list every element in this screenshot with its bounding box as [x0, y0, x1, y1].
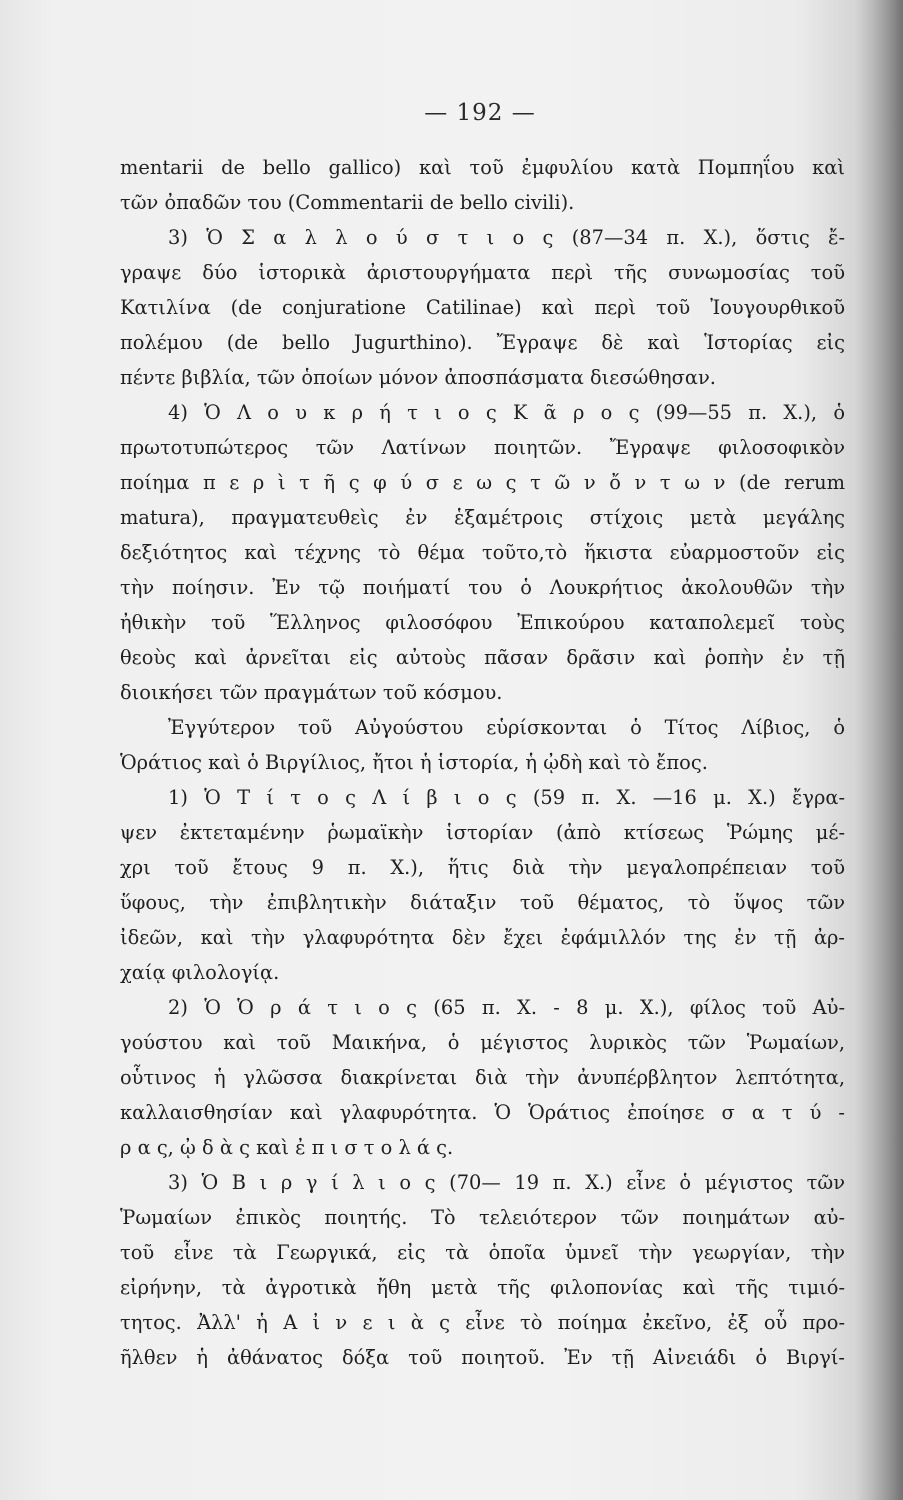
text-line: εἰρήνην, τὰ ἀγροτικὰ ἤθη μετὰ τῆς φιλοπονίας καὶ τῆς τιμιό-: [120, 1276, 845, 1299]
text-line: 3) Ὁ Σ α λ λ ο ύ σ τ ι ο ς (87—34 π. Χ.), ὅστις ἔ-: [168, 226, 845, 249]
text-line: ὕφους, τὴν ἐπιβλητικὴν διάταξιν τοῦ θέματος, τὸ ὕψος τῶν: [120, 891, 845, 914]
text-line: τητος. Ἀλλ' ἡ Α ἰ ν ε ι ὰ ς εἶνε τὸ ποίημα ἐκεῖνο, ἐξ οὗ προ-: [120, 1311, 845, 1334]
text-line: mentarii de bello gallico) καὶ τοῦ ἐμφυλίου κατὰ Πομπηΐου καὶ: [120, 156, 845, 179]
page-number: — 192 —: [424, 100, 536, 126]
text-line: καλλαισθησίαν καὶ γλαφυρότητα. Ὁ Ὁράτιος ἐποίησε σ α τ ύ -: [120, 1101, 845, 1124]
text-line: οὗτινος ἡ γλῶσσα διακρίνεται διὰ τὴν ἀνυπέρβλητον λεπτότητα,: [120, 1066, 845, 1089]
text-line: γούστου καὶ τοῦ Μαικήνα, ὁ μέγιστος λυρικὸς τῶν Ῥωμαίων,: [120, 1031, 845, 1054]
text-line: δεξιότητος καὶ τέχνης τὸ θέμα τοῦτο,τὸ ἥκιστα εὐαρμοστοῦν εἰς: [120, 541, 845, 564]
text-line: ἠθικὴν τοῦ Ἕλληνος φιλοσόφου Ἐπικούρου καταπολεμεῖ τοὺς: [120, 611, 845, 634]
text-line: ποίημα π ε ρ ὶ τ ῆ ς φ ύ σ ε ω ς τ ῶ ν ὄ ν τ ω ν (de rerum: [120, 471, 845, 494]
text-line: γραψε δύο ἱστορικὰ ἀριστουργήματα περὶ τῆς συνωμοσίας τοῦ: [120, 261, 845, 284]
text-line: χρι τοῦ ἔτους 9 π. Χ.), ἥτις διὰ τὴν μεγαλοπρέπειαν τοῦ: [120, 856, 845, 879]
text-line: πέντε βιβλία, τῶν ὁποίων μόνον ἀποσπάσματα διεσώθησαν.: [120, 366, 716, 389]
text-line: 2) Ὁ Ὁ ρ ά τ ι ο ς (65 π. Χ. - 8 μ. Χ.), φίλος τοῦ Αὐ-: [168, 996, 845, 1019]
text-line: θεοὺς καὶ ἀρνεῖται εἰς αὐτοὺς πᾶσαν δρᾶσιν καὶ ῥοπὴν ἐν τῇ: [120, 646, 845, 669]
text-line: ψεν ἐκτεταμένην ῥωμαϊκὴν ἱστορίαν (ἀπὸ κτίσεως Ῥώμης μέ-: [120, 821, 845, 844]
text-line: τοῦ εἶνε τὰ Γεωργικά, εἰς τὰ ὁποῖα ὑμνεῖ τὴν γεωργίαν, τὴν: [120, 1241, 845, 1264]
text-line: 3) Ὁ Β ι ρ γ ί λ ι ο ς (70— 19 π. Χ.) εἶνε ὁ μέγιστος τῶν: [168, 1171, 845, 1194]
body-text: [120, 150, 845, 1375]
text-line: 1) Ὁ Τ ί τ ο ς Λ ί β ι ο ς (59 π. Χ. —16 μ. Χ.) ἔγρα-: [168, 786, 845, 809]
text-line: τῶν ὀπαδῶν του (Commentarii de bello civili).: [120, 191, 575, 214]
text-line: τὴν ποίησιν. Ἐν τῷ ποιήματί του ὁ Λουκρήτιος ἀκολουθῶν τὴν: [120, 576, 845, 599]
text-line: Κατιλίνα (de conjuratione Catilinae) καὶ περὶ τοῦ Ἰουγουρθικοῦ: [120, 296, 845, 319]
text-line: 4) Ὁ Λ ο υ κ ρ ή τ ι ο ς Κ ᾶ ρ ο ς (99—55 π. Χ.), ὁ: [168, 401, 845, 424]
book-spine-shadow: [855, 0, 903, 1500]
text-line: ῆλθεν ἡ ἀθάνατος δόξα τοῦ ποιητοῦ. Ἐν τῇ Αἰνειάδι ὁ Βιργί-: [120, 1346, 845, 1369]
text-line: Ὁράτιος καὶ ὁ Βιργίλιος, ἤτοι ἡ ἱστορία, ἡ ᾠδὴ καὶ τὸ ἔπος.: [120, 751, 708, 774]
text-line: πρωτοτυπώτερος τῶν Λατίνων ποιητῶν. Ἔγραψε φιλοσοφικὸν: [120, 436, 845, 459]
text-line: πολέμου (de bello Jugurthino). Ἔγραψε δὲ καὶ Ἱστορίας εἰς: [120, 331, 845, 354]
text-line: ρ α ς, ᾠ δ ὰ ς καὶ ἐ π ι σ τ ο λ ά ς.: [120, 1136, 454, 1159]
text-line: ἰδεῶν, καὶ τὴν γλαφυρότητα δὲν ἔχει ἐφάμιλλόν της ἐν τῇ ἀρ-: [120, 926, 845, 949]
text-line: Ἐγγύτερον τοῦ Αὐγούστου εὑρίσκονται ὁ Τίτος Λίβιος, ὁ: [168, 716, 845, 739]
text-line: χαίᾳ φιλολογίᾳ.: [120, 961, 280, 984]
text-line: διοικήσει τῶν πραγμάτων τοῦ κόσμου.: [120, 681, 503, 704]
text-line: Ῥωμαίων ἐπικὸς ποιητής. Τὸ τελειότερον τῶν ποιημάτων αὐ-: [120, 1206, 845, 1229]
text-line: matura), πραγματευθεὶς ἐν ἑξαμέτροις στίχοις μετὰ μεγάλης: [120, 506, 845, 529]
